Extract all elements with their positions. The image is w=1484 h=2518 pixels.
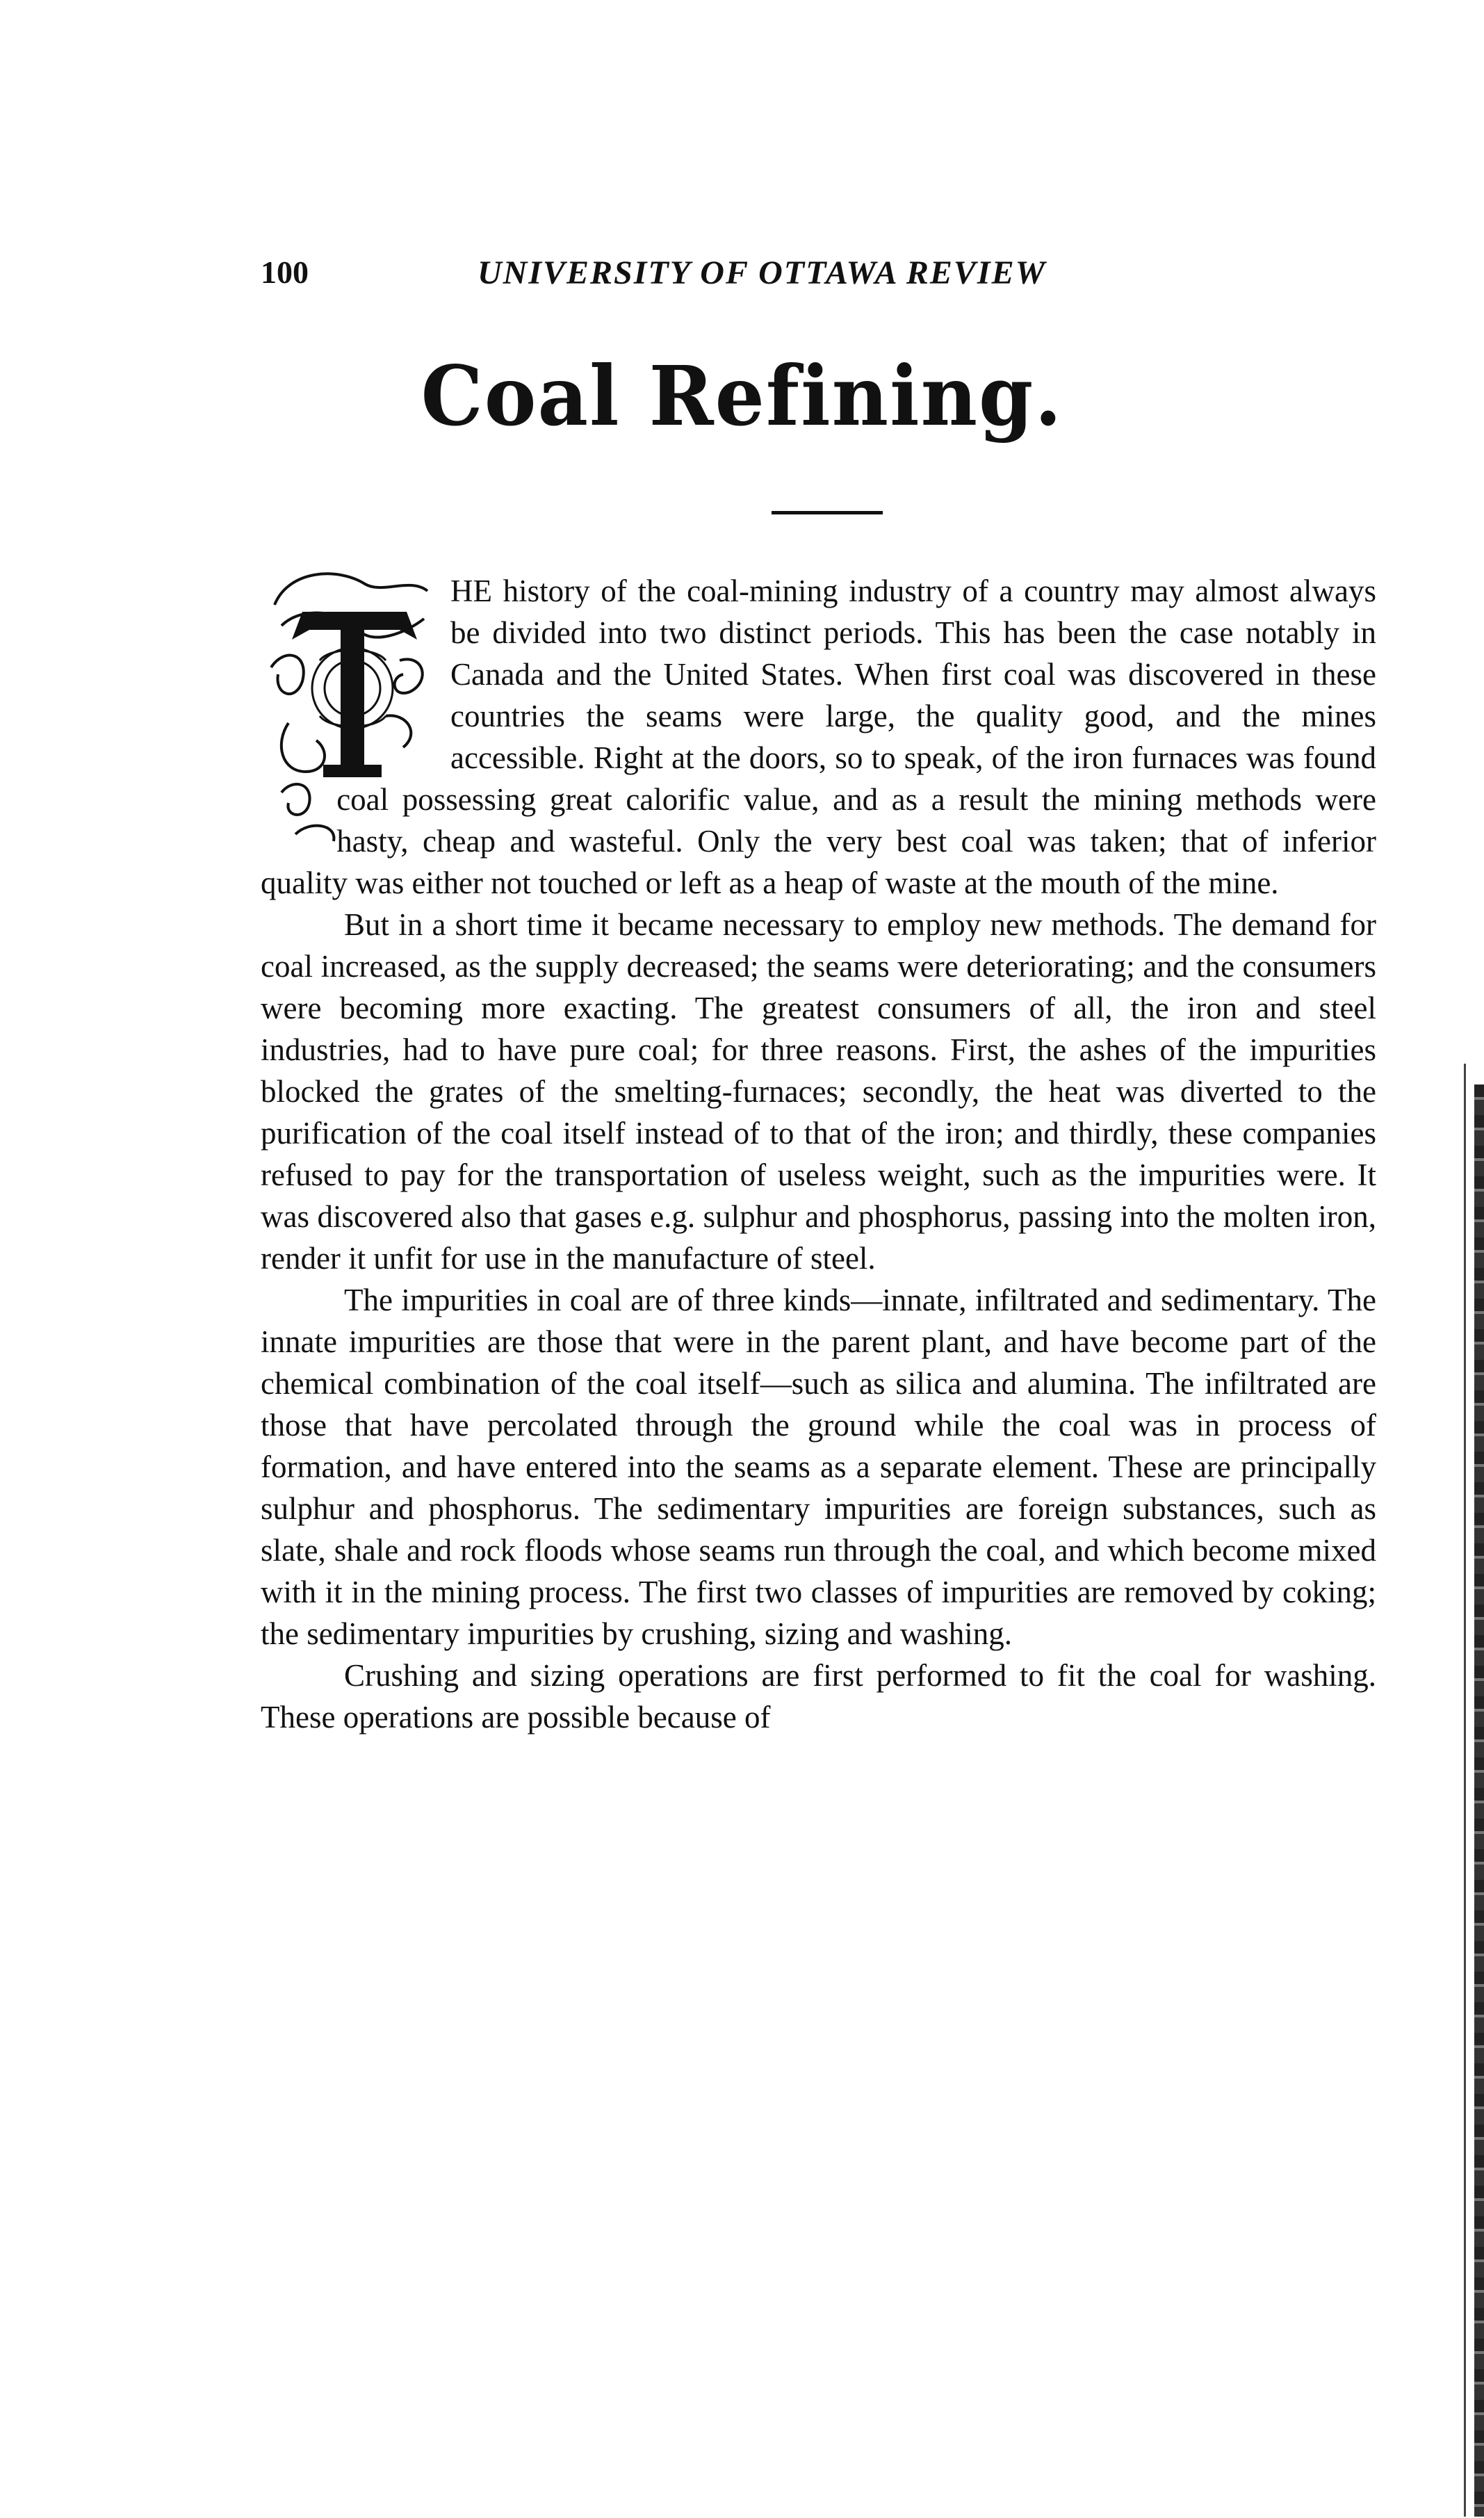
title-divider [772, 511, 883, 514]
page-number: 100 [261, 254, 309, 290]
scan-edge-binding [1474, 1085, 1484, 2517]
paragraph-4: Crushing and sizing operations are first performed to fit the coal for washing. These operations are possible because of [261, 1658, 1376, 1735]
scan-edge-line [1464, 1064, 1466, 2517]
paragraph-2: But in a short time it became necessary to employ new methods. The demand for coal increased, as the supply decreased; the seams were deteriorating; and the consumers were becoming more exacting. The greatest consumers of all, the iron and steel industries, had to have pure coal; for three reasons. First, the ashes of the impurities blocked the grates of the smelting-furnaces; secondly, the heat was diverted to the purification of the coal itself instead of to that of the iron; and thirdly, these companies refused to pay for the transportation of useless weight, such as the impurities were. It was discovered also that gases e.g. sulphur and phosphorus, passing into the molten iron, render it unfit for use in the manufacture of steel. [261, 907, 1376, 1276]
running-head [261, 254, 1373, 302]
article-title: Coal Refining. [421, 348, 1063, 445]
paragraph-1-text: HE history of the coal-mining industry of a country may almost always be divided into two distinct periods. This has been the case notably in Canada and the United States. When first coal was discovered in these countries the seams were large, the quality good, and the mines accessible. Right at the doors, so to speak, of the iron furnaces was found coal possessing great calorific value, and as a result the mining methods were hasty, cheap and wasteful. Only the very best coal was taken; that of inferior quality was either not touched or left as a heap of waste at the mouth of the mine. [261, 574, 1376, 900]
article-body [261, 570, 1376, 1738]
journal-title: UNIVERSITY OF OTTAWA REVIEW [478, 254, 1047, 291]
paragraph-1 [261, 570, 1376, 904]
paragraph-3: The impurities in coal are of three kinds—innate, infiltrated and sedimentary. The innate impurities are those that were in the parent plant, and have become part of the chemical combination of the coal itself—such as silica and alumina. The infiltrated are those that have percolated through the ground while the coal was in process of formation, and have entered into the seams as a separate element. These are principally sulphur and phosphorus. The sedimentary impurities are foreign substances, such as slate, shale and rock floods whose seams run through the coal, and which become mixed with it in the mining process. The first two classes of impurities are removed by coking; the sedimentary impurities by crushing, sizing and washing. [261, 1283, 1376, 1651]
